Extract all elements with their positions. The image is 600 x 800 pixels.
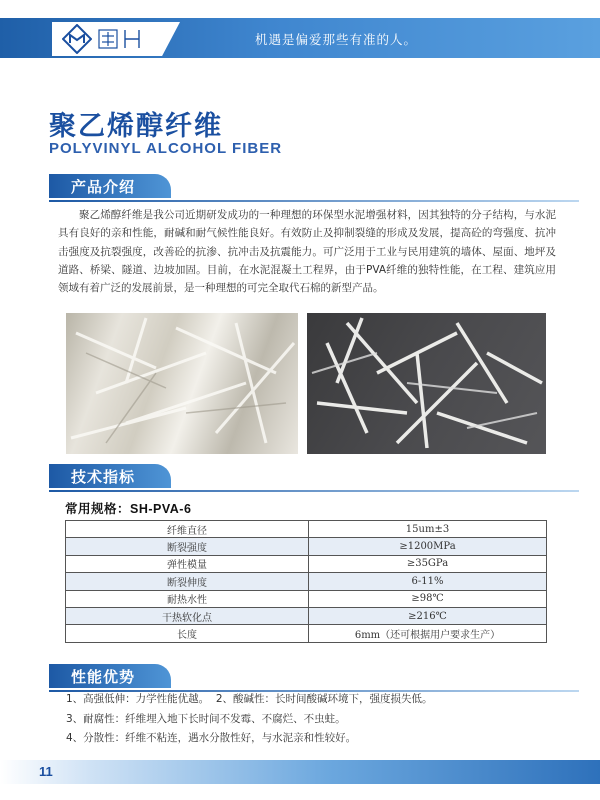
- table-row: [66, 607, 547, 624]
- company-logo-icon: [62, 24, 92, 54]
- page-title: 聚乙烯醇纤维: [49, 111, 223, 142]
- spec-name-cell: 断裂强度: [66, 538, 309, 555]
- fiber-photo-light: [66, 313, 298, 454]
- table-row: [66, 555, 547, 572]
- table-row: [66, 573, 547, 590]
- section-divider: [49, 490, 579, 492]
- section-heading-label: 性能优势: [71, 668, 136, 686]
- spec-value-cell: ≥216℃: [309, 607, 547, 624]
- spec-name-cell: 断裂伸度: [66, 573, 309, 590]
- spec-table: [65, 520, 547, 643]
- spec-name-cell: 弹性模量: [66, 555, 309, 572]
- list-item: 1、高强低伸：力学性能优越。 2、酸碱性：长时间酸碱环境下，强度损失低。: [66, 693, 433, 705]
- section-heading-label: 技术指标: [71, 468, 136, 486]
- page-number: 11: [39, 764, 53, 779]
- fiber-photo-dark: [307, 313, 546, 454]
- spec-value-cell: ≥98℃: [309, 590, 547, 607]
- section-heading-advantages: [49, 664, 171, 688]
- spec-name-cell: 耐热水性: [66, 590, 309, 607]
- header-slogan: 机遇是偏爱那些有准的人。: [255, 32, 418, 47]
- footer-band: [0, 760, 600, 784]
- section-heading-spec: [49, 464, 171, 488]
- spec-name-cell: 纤维直径: [66, 521, 309, 538]
- spec-value-cell: 6-11%: [309, 573, 547, 590]
- advantages-list: [66, 690, 433, 749]
- section-heading-label: 产品介绍: [71, 178, 136, 196]
- table-row: [66, 590, 547, 607]
- table-row: [66, 538, 547, 555]
- spec-name-cell: 干热软化点: [66, 607, 309, 624]
- table-row: [66, 625, 547, 642]
- spec-model-label: 常用规格：SH-PVA-6: [65, 502, 192, 516]
- section-divider: [49, 200, 579, 202]
- table-row: [66, 521, 547, 538]
- spec-value-cell: ≥1200MPa: [309, 538, 547, 555]
- section-heading-intro: [49, 174, 171, 198]
- spec-value-cell: 6mm（还可根据用户要求生产）: [309, 625, 547, 642]
- list-item: 4、分散性：纤维不粘连，遇水分散性好，与水泥亲和性较好。: [66, 732, 357, 744]
- page-subtitle-en: POLYVINYL ALCOHOL FIBER: [49, 140, 283, 157]
- spec-value-cell: 15um±3: [309, 521, 547, 538]
- spec-name-cell: 长度: [66, 625, 309, 642]
- logo-mark-icon: [97, 26, 167, 52]
- intro-paragraph: 聚乙烯醇纤维是我公司近期研发成功的一种理想的环保型水泥增强材料，因其独特的分子结构，与水泥具有良好的亲和性能，耐碱和耐气候性能良好。有效防止及抑制裂缝的形成及发展，提高砼的弯强度、抗冲击强度及抗裂强度，改善砼的抗渗、抗冲击及抗震能力。可广泛用于工业与民用建筑的墙体、屋面、地坪及道路、桥梁、隧道、边坡加固。目前，在水泥混凝土工程界，由于PVA纤维的独特性能，在工程、建筑应用领域有着广泛的发展前景，是一种理想的可完全取代石棉的新型产品。: [58, 209, 556, 295]
- list-item: 3、耐腐性：纤维埋入地下长时间不发霉、不腐烂、不虫蛀。: [66, 712, 346, 725]
- spec-value-cell: ≥35GPa: [309, 555, 547, 572]
